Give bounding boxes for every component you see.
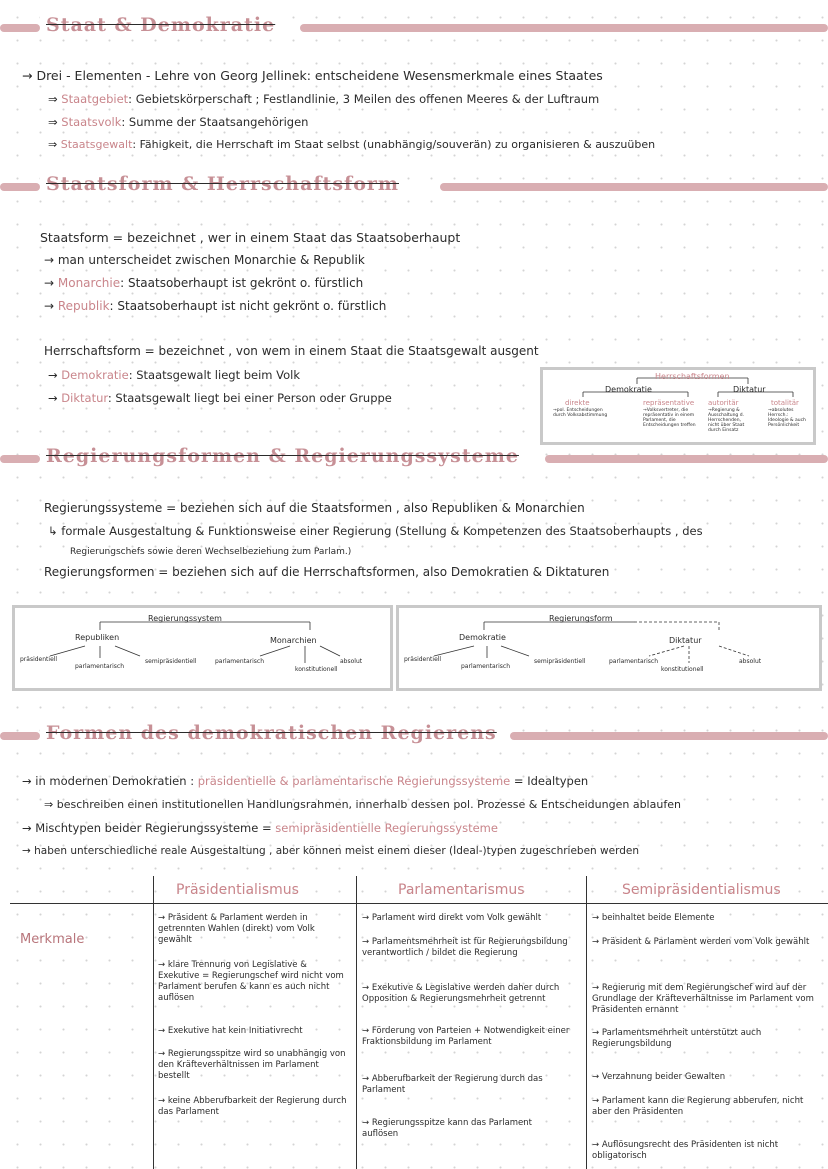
label: Diktatur bbox=[61, 391, 108, 405]
label: Staatsvolk bbox=[61, 115, 122, 129]
heading-staat: Staat & Demokratie bbox=[40, 14, 281, 36]
formen-line3 bbox=[22, 821, 498, 835]
table-header-parlamentarismus: Parlamentarismus bbox=[398, 882, 525, 898]
table-cell: → keine Abberufbarkeit der Regierung durch das Parlament bbox=[158, 1096, 347, 1117]
table-cell: → Exekutive & Legislative werden daher durch Opposition & Regierungsmehrheit getrennt bbox=[362, 983, 560, 1004]
diagram-konstitutionell: konstitutionell bbox=[295, 666, 338, 673]
table-cell: → klare Trennung von Legislative & Exekutive = Regierungschef wird nicht vom Parlament berufen & kann es auch nicht auflösen bbox=[158, 960, 344, 1003]
heading-bar-right bbox=[510, 732, 828, 740]
label: Demokratie bbox=[61, 368, 129, 382]
label: Staatsgewalt bbox=[60, 138, 133, 151]
staatsform-republik: → Republik: Staatsoberhaupt ist nicht gekrönt o. fürstlich bbox=[44, 299, 387, 313]
table-cell: → Regierung mit dem Regierungschef wird auf der Grundlage der Kräfteverhältnisse im Parlament vom Präsidenten ernannt bbox=[592, 983, 814, 1015]
formen-line1 bbox=[22, 774, 588, 788]
regierungssystem-diagram bbox=[12, 605, 393, 691]
herrschaftsformen-diagram bbox=[540, 367, 816, 445]
table-cell: → Parlament wird direkt vom Volk gewählt bbox=[362, 913, 542, 923]
text: → Mischtypen beider Regierungssysteme = bbox=[22, 821, 272, 835]
regierung-line4: Regierungsformen = beziehen sich auf die Herrschaftsformen, also Demokratien & Diktaturen bbox=[44, 565, 610, 579]
heading-bar-right bbox=[545, 455, 828, 463]
diagram-title: Herrschaftsformen bbox=[655, 372, 730, 381]
diagram-absolut: absolut bbox=[340, 658, 363, 665]
regierung-line1: Regierungssysteme = beziehen sich auf die Staatsformen , also Republiken & Monarchien bbox=[44, 501, 585, 515]
diagram-republiken: Republiken bbox=[75, 633, 120, 642]
table-header-semipraesidentialismus: Semipräsidentialismus bbox=[622, 882, 781, 898]
table-row-divider bbox=[10, 903, 828, 904]
herrschaftsform-diktatur: → Diktatur: Staatsgewalt liegt bei einer Person oder Gruppe bbox=[48, 391, 392, 405]
table-col-divider bbox=[586, 876, 587, 1169]
regierung-line2: ↳ formale Ausgestaltung & Funktionsweise einer Regierung (Stellung & Kompetenzen des Staatsoberhaupts , des bbox=[48, 524, 703, 538]
text: : Summe der Staatsangehörigen bbox=[121, 115, 309, 129]
staatsform-line2: → man unterscheidet zwischen Monarchie & Republik bbox=[44, 253, 365, 267]
text: = Idealtypen bbox=[513, 774, 589, 788]
heading-bar-right bbox=[440, 183, 828, 191]
table-cell: → Auflösungsrecht des Präsidenten ist nicht obligatorisch bbox=[592, 1140, 779, 1161]
text: : Staatsoberhaupt ist nicht gekrönt o. fürstlich bbox=[109, 299, 387, 313]
heading-bar-left bbox=[0, 24, 40, 32]
table-col-divider bbox=[153, 876, 154, 1169]
diagram-semipraesidentiell: semipräsidentiell bbox=[534, 658, 586, 665]
diagram-title: Regierungsform bbox=[549, 614, 613, 623]
herrschaftsform-def: Herrschaftsform = bezeichnet , von wem in einem Staat die Staatsgewalt ausgent bbox=[44, 344, 539, 358]
label: Staatgebiet bbox=[61, 92, 129, 106]
diagram-direkte: direkte bbox=[565, 399, 590, 407]
staat-line1: → Drei - Elementen - Lehre von Georg Jellinek: entscheidene Wesensmerkmale eines Staates bbox=[22, 68, 603, 83]
label: Monarchie bbox=[57, 276, 121, 290]
table-cell: → Parlamentsmehrheit ist für Regierungsbildung verantwortlich / bildet die Regierung bbox=[362, 937, 568, 958]
staat-item-gewalt: ⇒ Staatsgewalt: Fähigkeit, die Herrschaft im Staat selbst (unabhängig/souverän) zu organisieren & auszuüben bbox=[48, 138, 656, 151]
text: : Staatsgewalt liegt beim Volk bbox=[128, 368, 301, 382]
table-col-divider bbox=[356, 876, 357, 1169]
heading-staatsform: Staatsform & Herrschaftsform bbox=[40, 173, 405, 195]
diagram-praesidentiell: präsidentiell bbox=[20, 656, 58, 663]
diagram-diktatur: Diktatur bbox=[669, 636, 702, 645]
highlight: präsidentielle & parlamentarische Regierungssysteme bbox=[197, 774, 511, 788]
table-cell: → Förderung von Parteien + Notwendigkeit einer Fraktionsbildung im Parlament bbox=[362, 1026, 570, 1047]
regierung-line3: Regierungschefs sowie deren Wechselbeziehung zum Parlam.) bbox=[70, 547, 352, 557]
table-cell: → beinhaltet beide Elemente bbox=[592, 913, 715, 923]
diagram-demokratie: Demokratie bbox=[605, 385, 652, 394]
highlight: semipräsidentielle Regierungssysteme bbox=[275, 821, 498, 835]
text: : Staatsgewalt liegt bei einer Person oder Gruppe bbox=[107, 391, 392, 405]
table-cell: → Parlamentsmehrheit unterstützt auch Regierungsbildung bbox=[592, 1028, 762, 1049]
staatsform-monarchie: → Monarchie: Staatsoberhaupt ist gekrönt o. fürstlich bbox=[44, 276, 364, 290]
diagram-parlamentarisch: parlamentarisch bbox=[75, 663, 125, 670]
table-cell: → Verzahnung beider Gewalten bbox=[592, 1072, 726, 1082]
diagram-autoritaer: autoritär bbox=[708, 399, 739, 407]
diagram-direkte-text: →pol. Entscheidungen durch Volksabstimmung bbox=[553, 408, 608, 418]
diagram-diktatur: Diktatur bbox=[733, 385, 766, 394]
staat-item-volk: ⇒ Staatsvolk: Summe der Staatsangehörigen bbox=[48, 115, 309, 129]
diagram-semipraesidentiell: semipräsidentiell bbox=[145, 658, 197, 665]
diagram-repraesentative: repräsentative bbox=[643, 399, 695, 407]
text: : Staatsoberhaupt ist gekrönt o. fürstlich bbox=[120, 276, 364, 290]
table-cell: → Regierungsspitze wird so unabhängig von den Kräfteverhältnissen im Parlament bestellt bbox=[158, 1049, 346, 1081]
diagram-demokratie: Demokratie bbox=[459, 633, 506, 642]
table-cell: → Exekutive hat kein Initiativrecht bbox=[158, 1026, 303, 1036]
text: : Fähigkeit, die Herrschaft im Staat selbst (unabhängig/souverän) zu organisieren & auszuüben bbox=[132, 138, 656, 151]
diagram-repraesentative-text: →Volksvertreter, die repräsentativ in einem Parlament, die Entscheidungen treffen bbox=[643, 408, 696, 428]
diagram-konstitutionell: konstitutionell bbox=[661, 666, 704, 673]
diagram-parlamentarisch-monarchie: parlamentarisch bbox=[215, 658, 265, 665]
diagram-praesidentiell: präsidentiell bbox=[404, 656, 442, 663]
text: : Gebietskörperschaft ; Festlandlinie, 3 Meilen des offenen Meeres & der Luftraum bbox=[128, 92, 600, 106]
table-row-label: Merkmale bbox=[20, 932, 85, 947]
diagram-title: Regierungssystem bbox=[148, 614, 222, 623]
label: Republik bbox=[57, 299, 110, 313]
heading-formen: Formen des demokratischen Regierens bbox=[40, 722, 503, 744]
diagram-autoritaer-text: →Regierung & Ausschaltung d. Herrschenden, nicht über Staat durch Einsatz bbox=[708, 408, 745, 433]
heading-bar-left bbox=[0, 455, 40, 463]
diagram-absolut: absolut bbox=[739, 658, 762, 665]
staatsform-def: Staatsform = bezeichnet , wer in einem Staat das Staatsoberhaupt bbox=[40, 230, 461, 245]
diagram-parlamentarisch: parlamentarisch bbox=[461, 663, 511, 670]
heading-bar-left bbox=[0, 183, 40, 191]
table-cell: → Parlament kann die Regierung abberufen, nicht aber den Präsidenten bbox=[592, 1096, 804, 1117]
diagram-totalitaer-text: →absolutes Herrsch.: Ideologie & auch Persönlichkeit bbox=[768, 408, 806, 428]
diagram-totalitaer: totalitär bbox=[771, 399, 799, 407]
herrschaftsform-demokratie: → Demokratie: Staatsgewalt liegt beim Volk bbox=[48, 368, 301, 382]
diagram-parlamentarisch-diktatur: parlamentarisch bbox=[609, 658, 659, 665]
heading-bar-right bbox=[300, 24, 828, 32]
staat-item-gebiet: ⇒ Staatgebiet: Gebietskörperschaft ; Festlandlinie, 3 Meilen des offenen Meeres & der Luftraum bbox=[48, 92, 600, 106]
heading-bar-left bbox=[0, 732, 40, 740]
diagram-monarchien: Monarchien bbox=[270, 636, 317, 645]
formen-line4: → haben unterschiedliche reale Ausgestaltung , aber können meist einem dieser (Ideal-)typen zugeschrieben werden bbox=[22, 845, 640, 857]
regierungsform-diagram bbox=[396, 605, 822, 691]
table-cell: → Präsident & Parlament werden vom Volk gewählt bbox=[592, 937, 810, 947]
formen-line2: ⇒ beschreiben einen institutionellen Handlungsrahmen, innerhalb dessen pol. Prozesse & Entscheidungen ablaufen bbox=[44, 798, 681, 811]
table-cell: → Abberufbarkeit der Regierung durch das Parlament bbox=[362, 1074, 543, 1095]
table-cell: → Regierungsspitze kann das Parlament auflösen bbox=[362, 1118, 533, 1139]
table-header-praesidentialismus: Präsidentialismus bbox=[176, 882, 299, 898]
table-cell: → Präsident & Parlament werden in getrennten Wahlen (direkt) vom Volk gewählt bbox=[158, 913, 315, 945]
text: → in modernen Demokratien : bbox=[22, 774, 195, 788]
heading-regierung: Regierungsformen & Regierungssysteme bbox=[40, 445, 525, 467]
